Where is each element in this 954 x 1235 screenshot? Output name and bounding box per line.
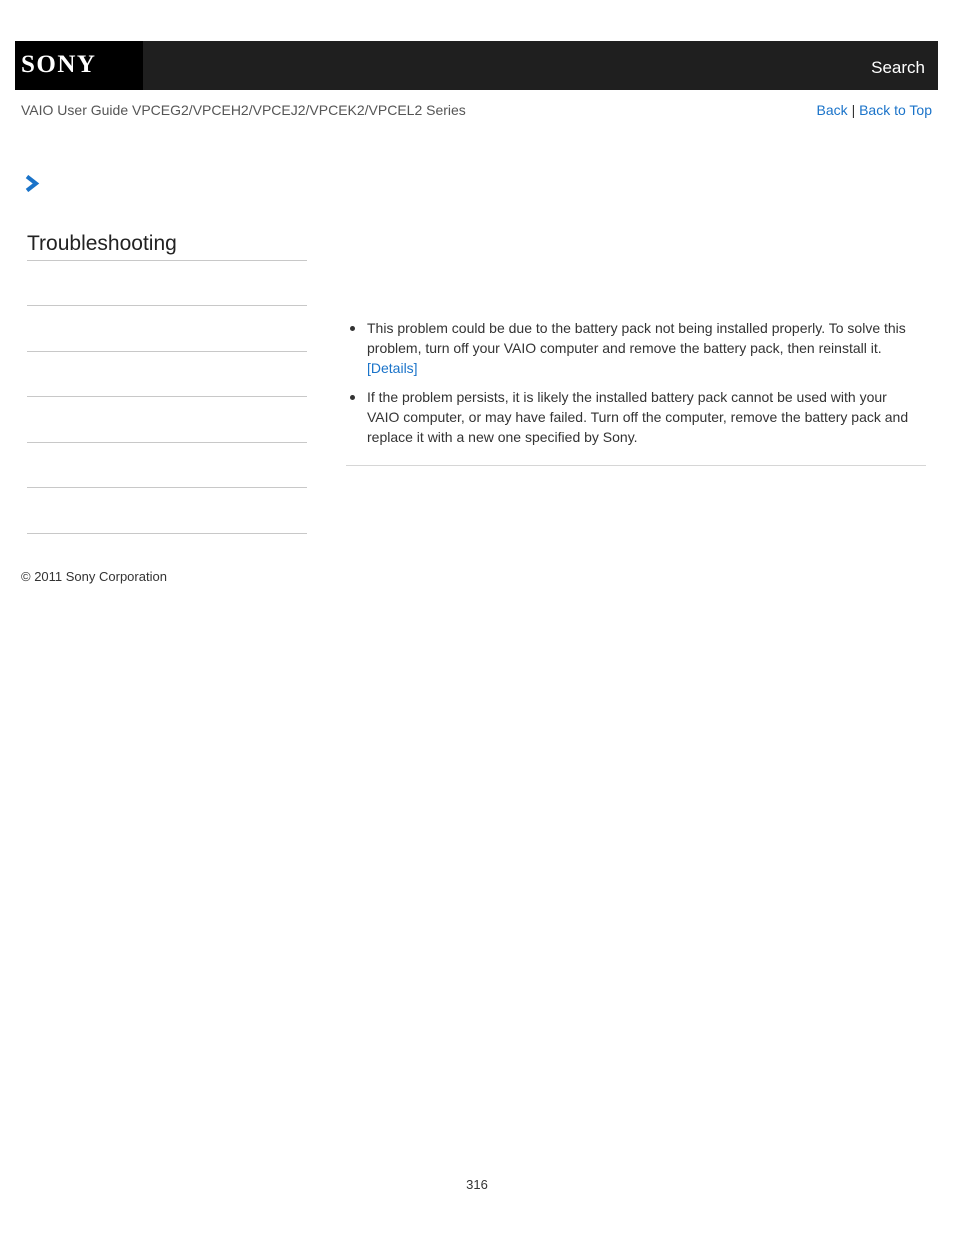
nav-separator: | <box>851 102 856 118</box>
sony-logo[interactable] <box>15 41 143 90</box>
back-link[interactable]: Back <box>816 102 848 118</box>
chevron-right-icon[interactable] <box>25 175 40 192</box>
sidebar-divider <box>27 351 307 352</box>
sidebar-title: Troubleshooting <box>27 232 177 255</box>
main-content <box>349 318 921 456</box>
details-link[interactable]: [Details] <box>367 360 418 376</box>
sidebar-divider <box>27 533 307 534</box>
sidebar-divider <box>27 396 307 397</box>
bullet-icon <box>350 326 355 331</box>
list-item-text: This problem could be due to the battery pack not being installed properly. To solve this problem, turn off your VAIO computer and remove the battery pack, then reinstall it. <box>367 320 906 356</box>
copyright: © 2011 Sony Corporation <box>21 569 167 584</box>
guide-title: VAIO User Guide VPCEG2/VPCEH2/VPCEJ2/VPCEK2/VPCEL2 Series <box>21 102 466 118</box>
sidebar-divider <box>27 260 307 261</box>
list-item <box>349 318 921 378</box>
sidebar-divider <box>27 487 307 488</box>
list-item <box>349 387 921 447</box>
sidebar-divider <box>27 442 307 443</box>
solution-list <box>349 318 921 447</box>
page-number: 316 <box>466 1177 488 1192</box>
back-to-top-link[interactable]: Back to Top <box>859 102 932 118</box>
nav-links <box>817 102 932 118</box>
sidebar-divider <box>27 305 307 306</box>
bullet-icon <box>350 395 355 400</box>
header-bar <box>15 41 938 90</box>
list-item-text: If the problem persists, it is likely the installed battery pack cannot be used with your VAIO computer, or may have failed. Turn off the computer, remove the battery pack and replace it with a new one specified by Sony. <box>367 389 909 445</box>
logo-text: SONY <box>21 51 97 78</box>
content-divider <box>346 465 926 466</box>
search-button[interactable]: Search <box>871 58 925 77</box>
